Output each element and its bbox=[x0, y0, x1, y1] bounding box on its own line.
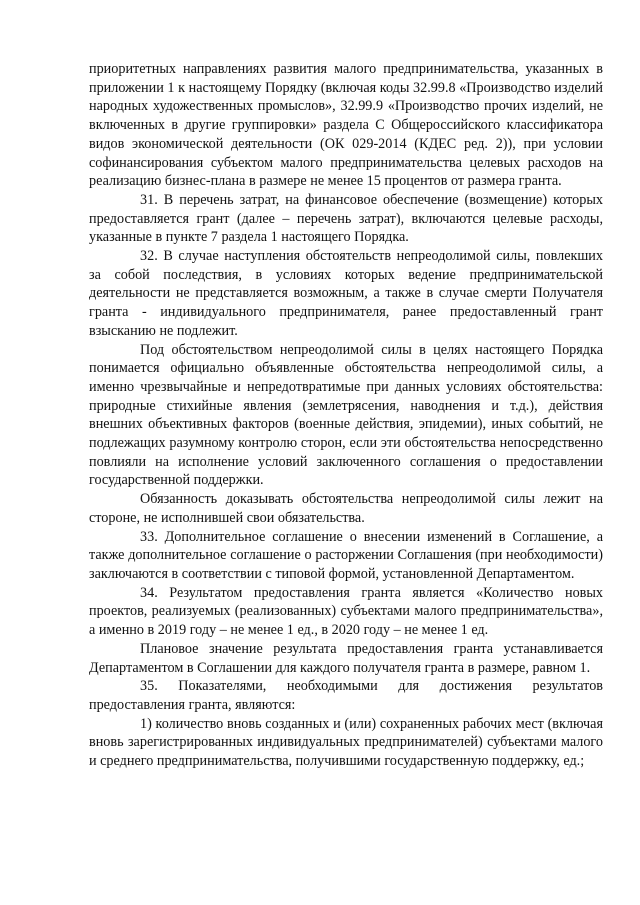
paragraph-item-35: 35. Показателями, необходимыми для достижения результатов предоставления гранта, являются: bbox=[89, 678, 603, 713]
paragraph-item-33: 33. Дополнительное соглашение о внесении изменений в Соглашение, а также дополнительное соглашение о расторжении Соглашения (при необходимости) заключаются в соответствии с типовой формой, установленной Департаментом. bbox=[89, 528, 603, 582]
paragraph-continuation: приоритетных направлениях развития малого предпринимательства, указанных в приложении 1 к настоящему Порядку (включая коды 32.99.8 «Производство изделий народных художественных промыслов», 32.99.9 «Производство прочих изделий, не включенных в другие группировки» раздела С Общероссийского классификатора видов экономической деятельности (ОК 029-2014 (КДЕС ред. 2)), при условии софинансирования субъектом малого предпринимательства целевых расходов на реализацию бизнес-плана в размере не менее 15 процентов от размера гранта. bbox=[89, 61, 603, 190]
paragraph-planned-value: Плановое значение результата предоставления гранта устанавливается Департаментом в Соглашении для каждого получателя гранта в размере, равном 1. bbox=[89, 640, 603, 676]
paragraph-indicator-1: 1) количество вновь созданных и (или) сохраненных рабочих мест (включая вновь зарегистрированных индивидуальных предпринимателей) субъектами малого и среднего предпринимательства, получившими государственную поддержку, ед.; bbox=[89, 715, 603, 770]
paragraph-force-majeure-definition: Под обстоятельством непреодолимой силы в целях настоящего Порядка понимается официально объявленные обстоятельства непреодолимой силы, а именно чрезвычайные и непредотвратимые при данных условиях обстоятельства: природные стихийные явления (землетрясения, наводнения и т.д.), действия внешних объективных факторов (военные действия, эпидемии), иных событий, не подлежащих разумному контролю сторон, если эти обстоятельства непосредственно повлияли на исполнение условий заключенного соглашения о предоставлении государственной поддержки. bbox=[89, 341, 603, 489]
paragraph-item-31: 31. В перечень затрат, на финансовое обеспечение (возмещение) которых предоставляется грант (далее – перечень затрат), включаются целевые расходы, указанные в пункте 7 раздела 1 настоящего Порядка. bbox=[89, 191, 603, 246]
paragraph-burden-of-proof: Обязанность доказывать обстоятельства непреодолимой силы лежит на стороне, не исполнившей свои обязательства. bbox=[89, 491, 603, 526]
document-body bbox=[89, 60, 603, 771]
paragraph-item-34: 34. Результатом предоставления гранта является «Количество новых проектов, реализуемых (реализованных) субъектами малого предпринимательства», а именно в 2019 году – не менее 1 ед., в 2020 году – не менее 1 ед. bbox=[89, 584, 603, 639]
paragraph-item-32: 32. В случае наступления обстоятельств непреодолимой силы, повлекших за собой последствия, в условиях которых ведение предпринимательской деятельности не представляется возможным, а также в случае смерти Получателя гранта - индивидуального предпринимателя, ранее предоставленный грант взысканию не подлежит. bbox=[89, 248, 603, 339]
